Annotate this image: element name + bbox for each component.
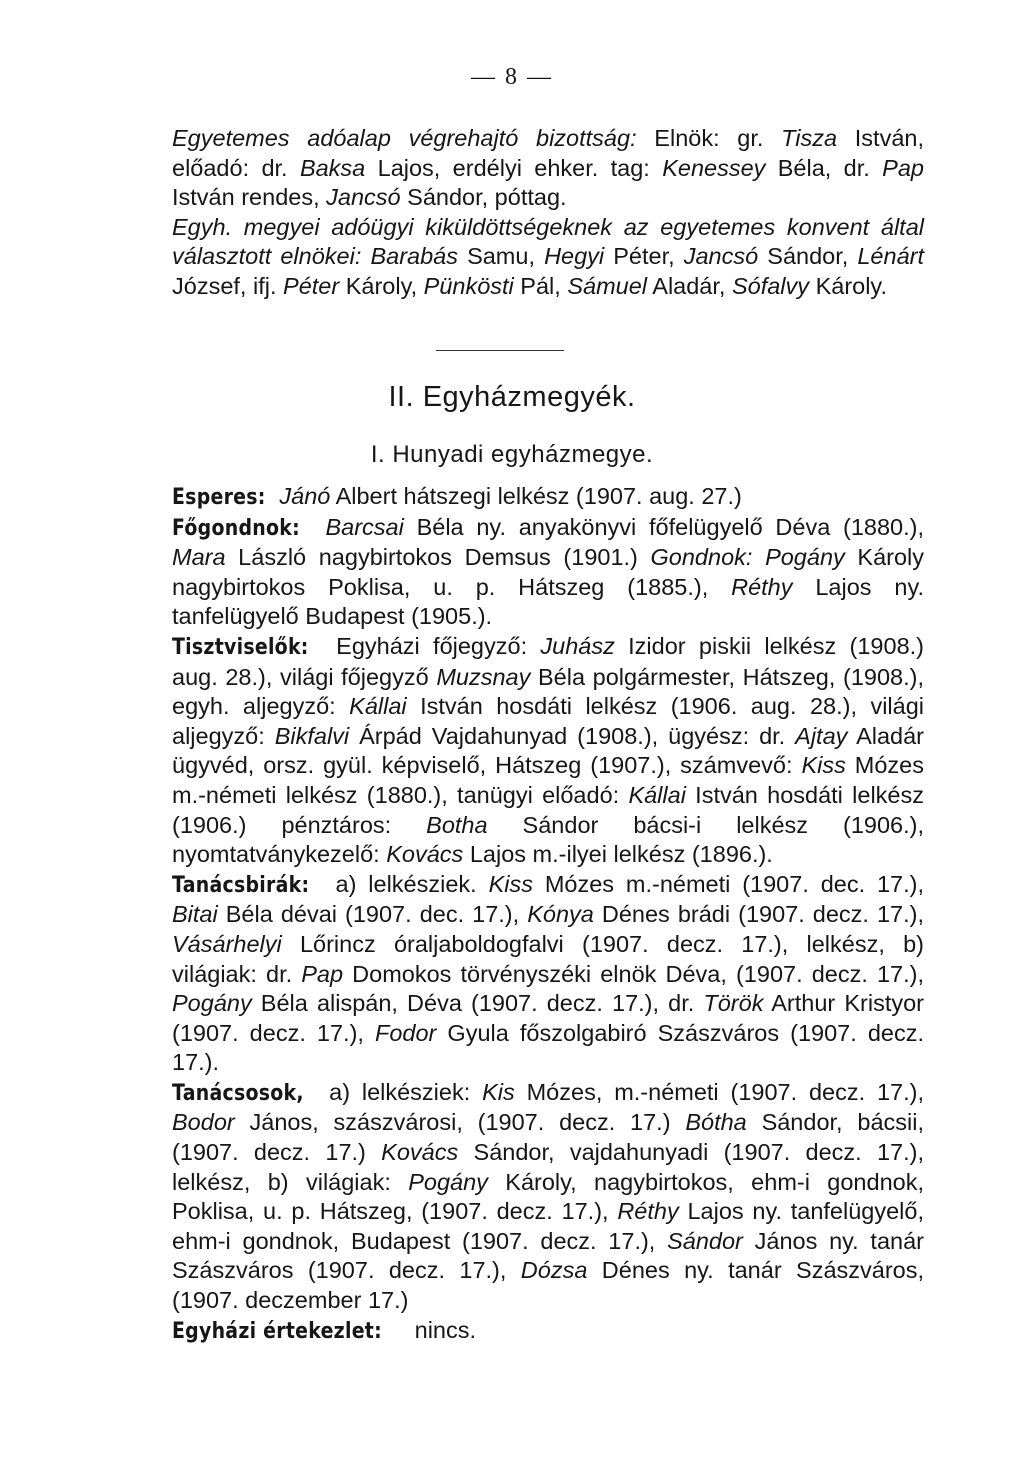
subsection-heading: I. Hunyadi egyházmegye. <box>370 441 654 468</box>
intro-paragraph-1: Egyetemes adóalap végrehajtó bizottság: Elnök: gr. Tisza István, előadó: dr. Baksa Lajos, erdélyi ehker. tag: Kenessey Béla, dr. Pap István rendes, Jancsó Sándor, póttag. <box>172 125 924 211</box>
intro-paragraph-2: Egyh. megyei adóügyi kiküldöttségeknek az egyetemes konvent által választott elnökei: Barabás Samu, Hegyi Péter, Jancsó Sándor, Lénárt József, ifj. Péter Károly, Pünkösti Pál, Sámuel Aladár, Sófalvy Károly. <box>172 213 924 299</box>
entry-esperes: Esperes: Jánó Albert hátszegi lelkész (1907. aug. 27.) <box>172 482 924 513</box>
section-heading: II. Egyházmegyék. <box>388 381 636 413</box>
entry-tisztviselok: Tisztviselők: Egyházi főjegyző: Juhász Izidor piskii lelkész (1908.) aug. 28.), világi főjegyző Muzsnay Béla polgármester, Hátszeg, (1908.), egyh. aljegyző: Kállai István hosdáti lelkész (1906. aug. 28.), világi aljegyző: Bikfalvi Árpád Vajdahunyad (1908.), ügyész: dr. Ajtay Aladár ügyvéd, orsz. gyül. képviselő, Hátszeg (1907.), számvevő: Kiss Mózes m.-németi lelkész (1880.), tanügyi előadó: Kállai István hosdáti lelkész (1906.) pénztáros: Botha Sándor bácsi-i lelkész (1906.), nyomtatványkezelő: Kovács Lajos m.-ilyei lelkész (1896.). <box>172 632 925 868</box>
entry-tanacsosok: Tanácsosok, a) lelkésziek: Kis Mózes, m.-németi (1907. decz. 17.), Bodor János, szászvárosi, (1907. decz. 17.) Bótha Sándor, bácsii, (1907. decz. 17.) Kovács Sándor, vajdahunyadi (1907. decz. 17.), lelkész, b) világiak: Pogány Károly, nagybirtokos, ehm-i gondnok, Poklisa, u. p. Hátszeg, (1907. decz. 17.), Réthy Lajos ny. tanfelügyelő, ehm-i gondnok, Budapest (1907. decz. 17.), Sándor János ny. tanár Szászváros (1907. decz. 17.), Dózsa Dénes ny. tanár Szászváros, (1907. deczember 17.) <box>172 1078 925 1314</box>
entry-label: Tanácsosok, <box>172 1080 304 1106</box>
entry-label: Egyházi értekezlet: <box>172 1318 382 1344</box>
committee-title: Egyetemes adóalap végrehajtó bizottság: <box>172 125 637 151</box>
intro-block <box>172 124 924 302</box>
entry-ertekezlet: Egyházi értekezlet: nincs. <box>172 1316 924 1347</box>
entry-tanacsbirak: Tanácsbirák: a) lelkésziek. Kiss Mózes m.-németi (1907. dec. 17.), Bitai Béla dévai (1907. dec. 17.), Kónya Dénes brádi (1907. decz. 17.), Vásárhelyi Lőrincz óraljaboldogfalvi (1907. decz. 17.), lelkész, b) világiak: dr. Pap Domokos törvényszéki elnök Déva, (1907. decz. 17.), Pogány Béla alispán, Déva (1907. decz. 17.), dr. Török Arthur Kristyor (1907. decz. 17.), Fodor Gyula főszolgabiró Szászváros (1907. decz. 17.). <box>172 870 925 1076</box>
entry-label: Tanácsbirák: <box>172 872 310 898</box>
presidents-title: Egyh. megyei adóügyi kiküldöttségeknek az egyetemes konvent által választott elnökei: <box>172 213 924 270</box>
section-divider <box>436 350 564 351</box>
entry-fogondnok: Főgondnok: Barcsai Béla ny. anyakönyvi főfelügyelő Déva (1880.), Mara László nagybirtokos Demsus (1901.) Gondnok: Pogány Károly nagybirtokos Poklisa, u. p. Hátszeg (1885.), Réthy Lajos ny. tanfelügyelő Budapest (1905.). <box>172 513 925 630</box>
entry-label: Főgondnok: <box>172 515 300 541</box>
entry-label: Tisztviselők: <box>172 634 309 660</box>
page-number: — 8 — <box>471 64 553 90</box>
body-block <box>172 482 924 1346</box>
entry-label: Esperes: <box>172 485 266 510</box>
